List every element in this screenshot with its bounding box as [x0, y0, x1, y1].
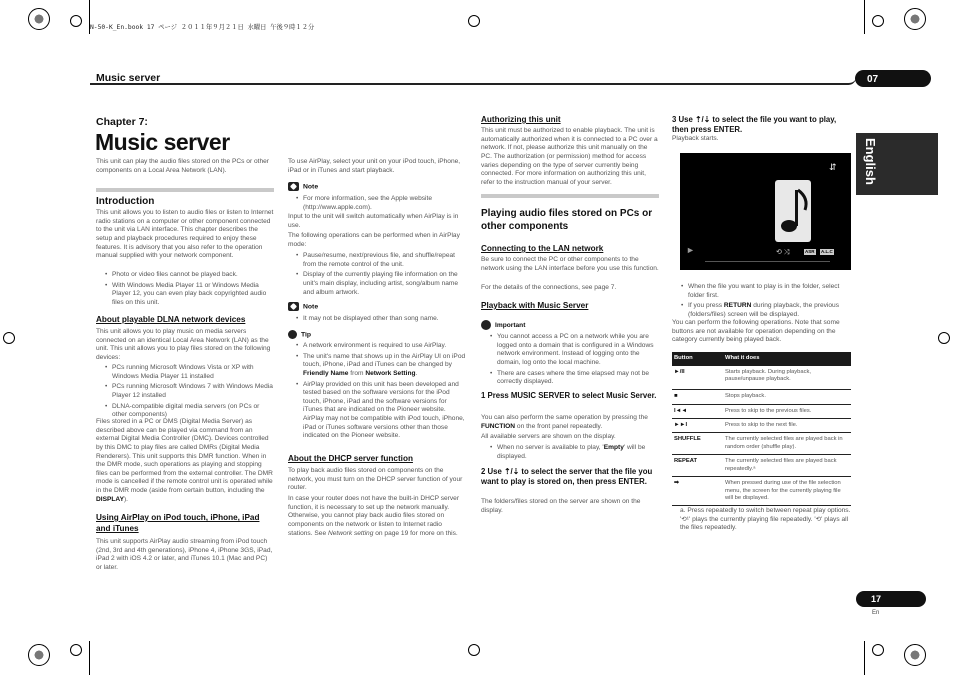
description-cell: Stops playback.	[723, 390, 851, 404]
description-cell: When pressed during use of the file selection menu, the screen for the currently playing file will be displayed.	[723, 477, 851, 506]
column-header: What it does	[723, 352, 851, 366]
step-1-paragraph-2: All available servers are shown on the display.	[481, 433, 616, 440]
column-header: Button	[672, 352, 723, 366]
crosshair-icon	[70, 15, 82, 27]
divider	[96, 188, 274, 192]
text-run: If you press	[688, 302, 724, 310]
step-3-paragraph: Playback starts.	[672, 135, 719, 142]
page-number: 17	[856, 591, 926, 607]
step-3: 3 Use ⇡/⇣ to select the file you want to play, then press ENTER.	[672, 115, 837, 135]
list-item: • Pause/resume, next/previous file, and shuffle/repeat from the remote control of the unit.	[295, 252, 466, 269]
lan-paragraph-2: For the details of the connections, see page 7.	[481, 284, 617, 291]
list-item: • PCs running Microsoft Windows 7 with Windows Media Player 12 installed	[104, 383, 274, 400]
crosshair-icon	[70, 644, 82, 656]
introduction-paragraph: This unit allows you to listen to audio files or listen to Internet radio stations on a computer or other component connected to the unit via LAN interface. This chapter describes the setup and playback procedures required to enjoy these features. It is advisory that you also refer to the operation manual supplied with your network component.	[96, 209, 274, 260]
list-item: • A network environment is required to use AirPlay.	[295, 342, 466, 351]
crosshair-icon	[938, 332, 950, 344]
button-cell: ►►I	[672, 418, 723, 432]
language-label: English	[863, 138, 878, 185]
list-item: • You cannot access a PC on a network while you are logged onto a domain that is configured in a Windows network environment. Instead of logging onto the domain, log onto the local machine.	[489, 333, 659, 368]
crosshair-icon	[468, 15, 480, 27]
dhcp-paragraph: To play back audio files stored on components on the network, you must turn on the DHCP server function of your router.	[288, 467, 463, 492]
step-3-list	[680, 283, 851, 322]
note-icon	[288, 182, 299, 191]
empty-label: Empty	[603, 444, 624, 451]
list-item: • DLNA-compatible digital media servers (on PCs or other components)	[104, 403, 274, 420]
list-item: • AirPlay provided on this unit has been developed and tested based on the software versions for the iPod touch, iPhone, iPad and the software versions for iTunes that are indicated on the Pioneer website. AirPlay may not be compatible with iPod touch, iPhone, iPad or iTunes software versions other than those indicated on the Pioneer website.	[295, 381, 466, 441]
registration-mark-icon	[28, 644, 50, 666]
text-run: In case your router does not have the built-in DHCP server function, it is necessary to set up the network manually. Otherwise, you cannot play back audio files stored on components on the network or listen to Internet radio stations. See	[288, 495, 460, 537]
crop-line	[89, 641, 90, 675]
text-run: ).	[123, 495, 129, 503]
note-list	[295, 315, 466, 326]
list-item: • When the file you want to play is in the folder, select folder first.	[680, 283, 851, 300]
authorizing-paragraph: This unit must be authorized to enable playback. The unit is automatically authorized when it is connected to a PC over a network. If not, please authorize this unit manually on the PC. The authorization (or permission) method for access varies depending on the type of server currently being connected. For more information on authorizing this unit, refer to the instruction manual of your server.	[481, 127, 658, 186]
tip-icon	[288, 330, 297, 339]
dhcp-paragraph-2	[288, 495, 466, 538]
text-run: ' will be displayed.	[497, 444, 646, 460]
introduction-heading: Introduction	[96, 196, 155, 207]
footnote: a. Press repeatedly to switch between repeat play options. '⟲¹' plays the currently playing file repeatedly. '⟲' plays all the files repeatedly.	[680, 507, 851, 532]
step-1-paragraph	[481, 414, 659, 431]
progress-track	[705, 261, 830, 262]
button-cell: ➡	[672, 477, 723, 506]
introduction-list	[104, 271, 274, 310]
button-table	[672, 352, 851, 506]
description-cell: Press to skip to the previous files.	[723, 404, 851, 418]
section-bar	[90, 70, 856, 85]
page-language: En	[872, 610, 880, 616]
text-run: from	[348, 369, 366, 377]
lan-heading: Connecting to the LAN network	[481, 244, 604, 253]
page-title: Music server	[95, 129, 230, 155]
note-label: Note	[303, 303, 319, 311]
step-1: 1 Press MUSIC SERVER to select Music Server.	[481, 391, 657, 400]
asr-badge: ASR	[805, 249, 815, 254]
airplay-list	[295, 252, 466, 299]
chapter-tab: 07	[855, 70, 931, 87]
airplay-paragraph: This unit supports AirPlay audio streaming from iPod touch (2nd, 3rd and 4th generations), iPhone 4, iPhone 3GS, iPad, iPad 2 with iOS 4.2 or later, and iTunes 10.1 (Mac and PC) or later.	[96, 538, 273, 571]
dlna-paragraph-2	[96, 418, 274, 504]
text-run: You can also perform the same operation by pressing the	[481, 414, 648, 421]
operations-paragraph: You can perform the following operations. Note that some buttons are not available for operation depending on the category currently being played back.	[672, 319, 840, 344]
crop-line	[864, 641, 865, 675]
dlna-heading: About playable DLNA network devices	[96, 315, 246, 324]
description-cell: Starts playback. During playback, pause/unpause playback.	[723, 366, 851, 390]
note-label: Note	[303, 183, 319, 191]
intro-paragraph: This unit can play the audio files stored on the PCs or other components on a Local Area Network (LAN).	[96, 158, 269, 174]
network-setting-label: Network Setting	[365, 369, 416, 377]
note-icon	[288, 302, 299, 311]
tip-label: Tip	[301, 331, 312, 339]
section-title: Music server	[96, 72, 161, 84]
note-heading	[288, 302, 318, 312]
table-row	[672, 433, 851, 455]
crosshair-icon	[872, 644, 884, 656]
list-item: • With Windows Media Player 11 or Windows Media Player 12, you can even play back copyrighted audio files on this unit.	[104, 282, 274, 308]
list-item	[295, 353, 466, 379]
crop-line	[864, 0, 865, 34]
list-item	[680, 302, 851, 319]
description-cell: Press to skip to the next file.	[723, 418, 851, 432]
display-screenshot	[680, 153, 851, 270]
text-run: on page 19 for more on this.	[373, 529, 458, 537]
playing-heading: Playing audio files stored on PCs or other components	[481, 208, 653, 232]
network-icon: ⇵	[829, 162, 837, 172]
divider	[481, 194, 659, 198]
button-cell: ►/II	[672, 366, 723, 390]
list-item: • There are cases where the time elapsed may not be correctly displayed.	[489, 370, 659, 387]
description-cell: The currently selected files are played back in random order (shuffle play).	[723, 433, 851, 455]
crosshair-icon	[3, 332, 15, 344]
dlna-list	[104, 364, 274, 422]
playback-heading: Playback with Music Server	[481, 301, 589, 310]
list-item: • Display of the currently playing file information on the unit's main display, including artist, song/album name and album artwork.	[295, 271, 466, 297]
authorizing-heading: Authorizing this unit	[481, 115, 561, 124]
important-icon	[481, 320, 491, 330]
input-paragraph: Input to the unit will switch automatically when AirPlay is in use.	[288, 213, 459, 229]
crosshair-icon	[872, 15, 884, 27]
button-cell: I◄◄	[672, 404, 723, 418]
dhcp-heading: About the DHCP server function	[288, 454, 413, 463]
table-row	[672, 366, 851, 390]
lan-paragraph: Be sure to connect the PC or other components to the network using the LAN interface before you use this function.	[481, 256, 659, 272]
important-list	[489, 333, 659, 389]
note-list	[295, 195, 466, 214]
tip-list	[295, 342, 466, 443]
table-row	[672, 455, 851, 477]
button-cell: ■	[672, 390, 723, 404]
list-item: • It may not be displayed other than song name.	[295, 315, 466, 324]
step-1-list	[489, 444, 659, 463]
table-header-row	[672, 352, 851, 366]
repeat-shuffle-icon: ⟲ ⤨	[776, 249, 790, 256]
text-run: .	[415, 369, 418, 377]
table-row	[672, 390, 851, 404]
list-item: • PCs running Microsoft Windows Vista or XP with Windows Media Player 11 installed	[104, 364, 274, 381]
registration-mark-icon	[904, 8, 926, 30]
chapter-label: Chapter 7:	[96, 116, 148, 128]
play-icon: ►	[686, 245, 695, 255]
alc-badge: A.L.C	[821, 249, 833, 254]
dlna-paragraph: This unit allows you to play music on media servers connected on an identical Local Area Network (LAN) as the unit. This unit allows you to play files stored on the following devices:	[96, 328, 271, 361]
tip-heading	[288, 330, 311, 340]
registration-mark-icon	[28, 8, 50, 30]
crosshair-icon	[468, 644, 480, 656]
list-item: • For more information, see the Apple website (http://www.apple.com).	[295, 195, 466, 212]
text-run: on the front panel repeatedly.	[515, 422, 603, 430]
important-heading	[481, 320, 525, 330]
list-item	[489, 444, 659, 461]
text-run: during playback, the previous (folders/files) screen will be displayed.	[688, 302, 840, 318]
button-cell: SHUFFLE	[672, 433, 723, 455]
airplay-use-paragraph: To use AirPlay, select your unit on your iPod touch, iPhone, iPad or in iTunes and start playback.	[288, 158, 461, 174]
print-header: N-50-K_En.book 17 ページ ２０１１年９月２１日 水曜日 午後９時１２分	[90, 24, 315, 31]
description-cell: The currently selected files are played back repeatedly.ᵃ	[723, 455, 851, 477]
important-label: Important	[495, 321, 526, 329]
registration-mark-icon	[904, 644, 926, 666]
note-heading	[288, 182, 318, 192]
table-row	[672, 404, 851, 418]
step-2: 2 Use ⇡/⇣ to select the server that the file you want to play is stored on, then press ENTER.	[481, 467, 653, 487]
friendly-name-label: Friendly Name	[303, 369, 349, 377]
text-run: The unit's name that shows up in the AirPlay UI on iPod touch, iPhone, iPad and iTunes can be changed by	[303, 352, 466, 369]
list-item: • Photo or video files cannot be played back.	[104, 271, 274, 280]
airplay-heading: Using AirPlay on iPod touch, iPhone, iPad and iTunes	[96, 513, 260, 533]
network-setting-link: Network setting	[327, 529, 374, 537]
operations-paragraph: The following operations can be performed when in AirPlay mode:	[288, 232, 460, 248]
return-button-label: RETURN	[723, 302, 752, 310]
display-button-label: DISPLAY	[96, 495, 124, 503]
text-run: When no server is available to play, '	[497, 444, 604, 451]
table-row	[672, 418, 851, 432]
table-row	[672, 477, 851, 506]
button-cell: REPEAT	[672, 455, 723, 477]
step-2-paragraph: The folders/files stored on the server are shown on the display.	[481, 498, 641, 514]
text-run: Files stored in a PC or DMS (Digital Media Server) as described above can be played via command from an external Digital Media Controller (DMC). Devices controlled by this DMC to play files are called DMRs (Digital Media Renderers). This unit supports this DMR function. When in the DMR mode, such operations as playing and stopping files can be performed from the external controller. The DMR mode is cancelled if the remote control unit is operated while in the DMR mode (aside from certain button, including the	[96, 418, 273, 494]
music-note-icon	[775, 180, 811, 242]
function-button-label: FUNCTION	[481, 422, 516, 430]
